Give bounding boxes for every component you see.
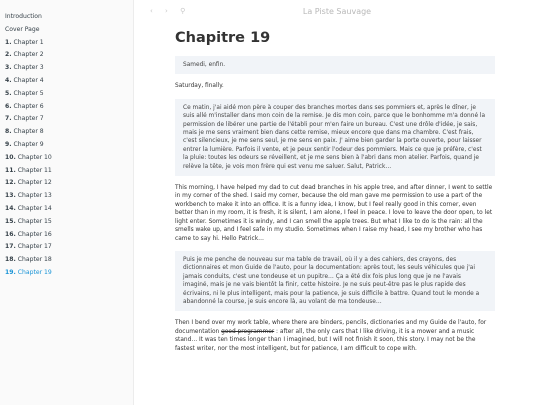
- sidebar-item-number: 14.: [5, 204, 16, 212]
- sidebar-item-number: 16.: [5, 230, 16, 238]
- sidebar-item-label: Chapter 1: [13, 38, 44, 46]
- sidebar-item[interactable]: [0, 177, 133, 190]
- sidebar-item-label: Chapter 3: [13, 64, 44, 72]
- sidebar-item[interactable]: [0, 88, 133, 101]
- book-title: La Piste Sauvage: [302, 7, 372, 16]
- sidebar-item-number: 15.: [5, 217, 16, 225]
- sidebar-item-label: Chapter 14: [17, 204, 52, 212]
- sidebar-item[interactable]: [0, 254, 133, 267]
- sidebar-item[interactable]: [0, 190, 133, 203]
- sidebar-item-number: 19.: [5, 268, 16, 276]
- sidebar-item-label: Chapter 9: [13, 140, 44, 148]
- blockquote-fr-1: Samedi, enfin.: [175, 56, 495, 74]
- sidebar-item-number: 2.: [5, 51, 12, 59]
- sidebar-item[interactable]: [0, 152, 133, 165]
- sidebar-item[interactable]: [0, 49, 133, 62]
- strikethrough-text: good programmer: [221, 328, 275, 335]
- sidebar-item-label: Chapter 12: [17, 179, 52, 187]
- sidebar-item-label: Chapter 11: [17, 166, 52, 174]
- sidebar-item-label: Chapter 2: [13, 51, 44, 59]
- paragraph-en-3-part-b: : after all, the only cars that I like driving, it is a mower and a music stand… It was ten times longer than I imagined, but I will not finish it soon, this story. I may not be the fastest writer, nor the most intelligent, but for patience, I am difficult to cope with.: [175, 328, 476, 352]
- sidebar-item[interactable]: [0, 126, 133, 139]
- sidebar-item-label: Chapter 10: [17, 153, 52, 161]
- sidebar-item[interactable]: [0, 241, 133, 254]
- sidebar-item-number: 11.: [5, 166, 16, 174]
- chapter-title: Chapitre 19: [175, 30, 271, 46]
- sidebar-item-number: 18.: [5, 256, 16, 264]
- sidebar-item-number: 1.: [5, 38, 12, 46]
- sidebar-item[interactable]: [0, 62, 133, 75]
- blockquote-fr-2: Ce matin, j'ai aidé mon père à couper des branches mortes dans ses pommiers et, après le dîner, je suis allé m'installer dans mon coin de la remise. Je dis mon coin, parce que le bonhomme m'a donné la permission de libérer une partie de l'établi pour m'en faire un bureau. C'est une drôle d'idée, je sais, mais je me sens vraiment bien dans cette remise, mieux encore que dans ma chambre. C'est frais, c'est silencieux, je me sens seul, je me sens en paix. J' aime bien garder la porte ouverte, pour laisser entrer la lumière. Parfois il vente, et je peux sentir l'odeur des pommiers. Mais ce que je préfère, c'est la pluie: toutes les odeurs se réveillent, et je me sens bien à l'abri dans mon atelier. Parfois, quand je relève la tête, je vois mon frère qui est venu me saluer. Salut, Patrick…: [175, 99, 495, 176]
- sidebar-item[interactable]: [0, 229, 133, 242]
- sidebar-item[interactable]: [0, 75, 133, 88]
- sidebar-item-number: 7.: [5, 115, 12, 123]
- sidebar-item[interactable]: [0, 101, 133, 114]
- sidebar-item-label: Chapter 18: [17, 256, 52, 264]
- top-bar: [134, 0, 540, 22]
- chevron-left-icon[interactable]: ‹: [150, 7, 153, 15]
- blockquote-fr-3: Puis je me penche de nouveau sur ma table de travail, où il y a des cahiers, des crayons, des dictionnaires et mon Guide de l'auto, pour la documentation: après tout, les seuls véhicules que j'ai jamais conduits, c'est une tondeuse et un pupitre… Ça a été dix fois plus long que je ne l'avais imaginé, mais je ne vais bientôt la finir, cette histoire. Je ne suis peut-être pas le plus rapide des écrivains, ni le plus intelligent, mais pour la patience, je suis difficile à battre. Quand tout le monde a abandonné la course, je suis encore là, au volant de ma tondeuse…: [175, 251, 495, 311]
- sidebar-item-label: Chapter 16: [17, 230, 52, 238]
- sidebar-item-number: 8.: [5, 128, 12, 136]
- paragraph-en-3-part-a: Then I bend over my work table, where there are binders, pencils, dictionaries and my Guide de l'auto, for documentation: [175, 320, 487, 335]
- sidebar-item-number: 9.: [5, 140, 12, 148]
- sidebar-item[interactable]: [0, 203, 133, 216]
- sidebar-item-label: Introduction: [5, 13, 42, 20]
- sidebar-item-label: Chapter 4: [13, 76, 44, 84]
- sidebar-item[interactable]: [0, 11, 133, 24]
- paragraph-en-3: [175, 319, 495, 353]
- sidebar-item-label: Chapter 6: [13, 102, 44, 110]
- sidebar-item-number: 5.: [5, 89, 12, 97]
- sidebar-item-label: Chapter 17: [17, 243, 52, 251]
- sidebar-item-number: 17.: [5, 243, 16, 251]
- sidebar-item[interactable]: [0, 165, 133, 178]
- sidebar-item[interactable]: [0, 37, 133, 50]
- paragraph-en-2: This morning, I have helped my dad to cut dead branches in his apple tree, and after dinner, I went to settle in my corner of the shed. I said my corner, because the old man gave me permission to use a part of the workbench to make it into an office. It is a funny idea, I know, but I feel really good in this corner, even better than in my room, it is fresh, it is silent, I am alone, I feel in peace. I love to leave the door open, to let light enter. Sometimes it is windy, and I can smell the apple trees. But what I like to do is the rain: all the smells wake up, and I feel safe in my studio. Sometimes when I raise my head, I see my brother who has came to say hi. Hello Patrick…: [175, 185, 493, 242]
- paragraph-en-1: Saturday, finally.: [175, 83, 224, 90]
- search-icon[interactable]: ⚲: [180, 7, 186, 15]
- sidebar-item-label: Chapter 5: [13, 89, 44, 97]
- sidebar-item-number: 13.: [5, 192, 16, 200]
- sidebar-item[interactable]: [0, 139, 133, 152]
- main-content: [175, 30, 495, 361]
- sidebar-item-label: Chapter 7: [13, 115, 44, 123]
- chevron-right-icon[interactable]: ›: [165, 7, 168, 15]
- sidebar-item-number: 3.: [5, 64, 12, 72]
- sidebar-item-label: Chapter 15: [17, 217, 52, 225]
- sidebar-item-label: Chapter 13: [17, 192, 52, 200]
- sidebar-item-number: 4.: [5, 76, 12, 84]
- sidebar-item[interactable]: [0, 113, 133, 126]
- sidebar-item[interactable]: [0, 216, 133, 229]
- sidebar-item-label: Cover Page: [5, 25, 40, 33]
- sidebar-item-number: 10.: [5, 153, 16, 161]
- sidebar: [0, 0, 134, 405]
- sidebar-item-label: Chapter 8: [13, 128, 44, 136]
- sidebar-item[interactable]: [0, 267, 133, 280]
- sidebar-item[interactable]: [0, 24, 133, 37]
- sidebar-item-number: 12.: [5, 179, 16, 187]
- sidebar-item-number: 6.: [5, 102, 12, 110]
- sidebar-item-label: Chapter 19: [17, 268, 52, 276]
